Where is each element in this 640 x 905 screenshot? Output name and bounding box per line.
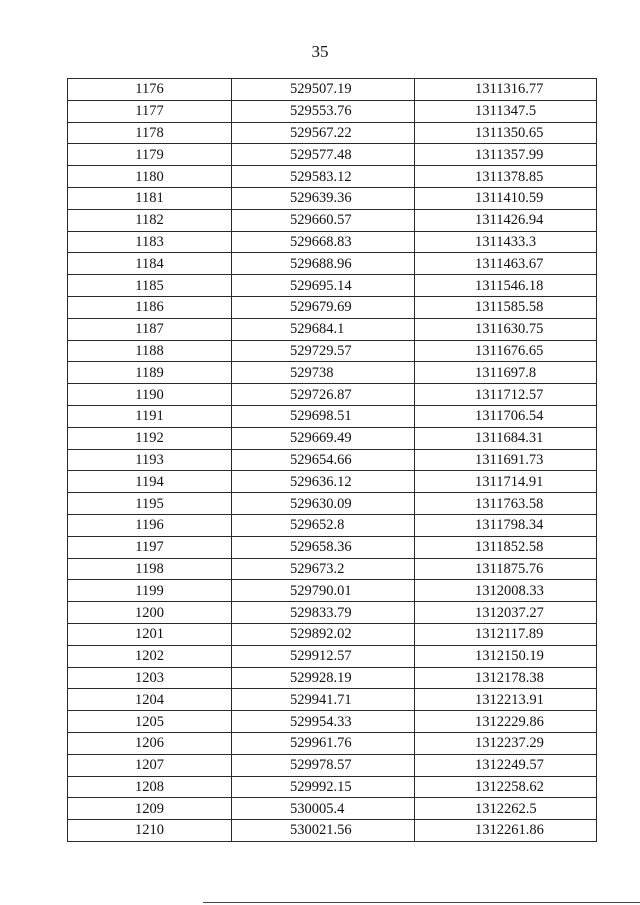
y-coordinate-cell: 1311347.5 [415,100,597,122]
point-number-cell: 1210 [68,820,232,842]
y-coordinate-cell: 1311684.31 [415,427,597,449]
y-coordinate-cell: 1311852.58 [415,536,597,558]
table-row [68,275,597,297]
table-row [68,536,597,558]
x-coordinate-cell: 529577.48 [232,144,415,166]
y-coordinate-cell: 1312229.86 [415,711,597,733]
point-number-cell: 1203 [68,667,232,689]
table-row [68,623,597,645]
y-coordinate-cell: 1312258.62 [415,776,597,798]
point-number-cell: 1176 [68,79,232,101]
table-row [68,253,597,275]
y-coordinate-cell: 1312117.89 [415,623,597,645]
point-number-cell: 1196 [68,514,232,536]
x-coordinate-cell: 529941.71 [232,689,415,711]
y-coordinate-cell: 1311357.99 [415,144,597,166]
point-number-cell: 1184 [68,253,232,275]
y-coordinate-cell: 1311875.76 [415,558,597,580]
table-row [68,79,597,101]
x-coordinate-cell: 529684.1 [232,318,415,340]
x-coordinate-cell: 529652.8 [232,514,415,536]
y-coordinate-cell: 1312213.91 [415,689,597,711]
table-row [68,602,597,624]
y-coordinate-cell: 1311691.73 [415,449,597,471]
point-number-cell: 1179 [68,144,232,166]
x-coordinate-cell: 529583.12 [232,166,415,188]
y-coordinate-cell: 1312150.19 [415,645,597,667]
y-coordinate-cell: 1311433.3 [415,231,597,253]
point-number-cell: 1189 [68,362,232,384]
y-coordinate-cell: 1311316.77 [415,79,597,101]
table-row [68,209,597,231]
table-row [68,514,597,536]
table-row [68,340,597,362]
x-coordinate-cell: 529630.09 [232,493,415,515]
x-coordinate-cell: 529912.57 [232,645,415,667]
y-coordinate-cell: 1311378.85 [415,166,597,188]
table-row [68,100,597,122]
y-coordinate-cell: 1312262.5 [415,798,597,820]
y-coordinate-cell: 1311676.65 [415,340,597,362]
y-coordinate-cell: 1311706.54 [415,405,597,427]
x-coordinate-cell: 529833.79 [232,602,415,624]
point-number-cell: 1185 [68,275,232,297]
point-number-cell: 1193 [68,449,232,471]
table-row [68,471,597,493]
table-row [68,405,597,427]
y-coordinate-cell: 1311410.59 [415,187,597,209]
table-row [68,732,597,754]
point-number-cell: 1195 [68,493,232,515]
y-coordinate-cell: 1311463.67 [415,253,597,275]
page-number: 35 [311,42,329,61]
point-number-cell: 1197 [68,536,232,558]
y-coordinate-cell: 1311546.18 [415,275,597,297]
table-row [68,362,597,384]
y-coordinate-cell: 1312008.33 [415,580,597,602]
table-row [68,798,597,820]
y-coordinate-cell: 1311714.91 [415,471,597,493]
y-coordinate-cell: 1312261.86 [415,820,597,842]
y-coordinate-cell: 1311426.94 [415,209,597,231]
x-coordinate-cell: 529507.19 [232,79,415,101]
point-number-cell: 1192 [68,427,232,449]
x-coordinate-cell: 529567.22 [232,122,415,144]
point-number-cell: 1191 [68,405,232,427]
table-row [68,122,597,144]
point-number-cell: 1207 [68,754,232,776]
y-coordinate-cell: 1311763.58 [415,493,597,515]
table-row [68,144,597,166]
x-coordinate-cell: 529636.12 [232,471,415,493]
x-coordinate-cell: 529698.51 [232,405,415,427]
point-number-cell: 1182 [68,209,232,231]
x-coordinate-cell: 529738 [232,362,415,384]
table-row [68,384,597,406]
table-row [68,318,597,340]
x-coordinate-cell: 529658.36 [232,536,415,558]
coordinates-table-body [68,79,597,842]
point-number-cell: 1180 [68,166,232,188]
table-row [68,689,597,711]
point-number-cell: 1177 [68,100,232,122]
x-coordinate-cell: 529654.66 [232,449,415,471]
table-row [68,776,597,798]
table-row [68,820,597,842]
y-coordinate-cell: 1312237.29 [415,732,597,754]
table-row [68,580,597,602]
point-number-cell: 1178 [68,122,232,144]
x-coordinate-cell: 529928.19 [232,667,415,689]
y-coordinate-cell: 1312037.27 [415,602,597,624]
point-number-cell: 1200 [68,602,232,624]
x-coordinate-cell: 529668.83 [232,231,415,253]
x-coordinate-cell: 529553.76 [232,100,415,122]
point-number-cell: 1208 [68,776,232,798]
point-number-cell: 1198 [68,558,232,580]
y-coordinate-cell: 1311712.57 [415,384,597,406]
x-coordinate-cell: 529790.01 [232,580,415,602]
point-number-cell: 1209 [68,798,232,820]
x-coordinate-cell: 529992.15 [232,776,415,798]
coordinates-table [67,78,597,842]
table-row [68,427,597,449]
x-coordinate-cell: 529673.2 [232,558,415,580]
table-row [68,231,597,253]
x-coordinate-cell: 529695.14 [232,275,415,297]
x-coordinate-cell: 529892.02 [232,623,415,645]
table-row [68,296,597,318]
table-row [68,711,597,733]
x-coordinate-cell: 529961.76 [232,732,415,754]
y-coordinate-cell: 1311350.65 [415,122,597,144]
x-coordinate-cell: 529954.33 [232,711,415,733]
point-number-cell: 1181 [68,187,232,209]
x-coordinate-cell: 529978.57 [232,754,415,776]
x-coordinate-cell: 529726.87 [232,384,415,406]
table-row [68,493,597,515]
point-number-cell: 1183 [68,231,232,253]
point-number-cell: 1188 [68,340,232,362]
point-number-cell: 1186 [68,296,232,318]
table-row [68,645,597,667]
table-row [68,187,597,209]
x-coordinate-cell: 529688.96 [232,253,415,275]
point-number-cell: 1199 [68,580,232,602]
point-number-cell: 1194 [68,471,232,493]
point-number-cell: 1201 [68,623,232,645]
table-row [68,449,597,471]
x-coordinate-cell: 529660.57 [232,209,415,231]
x-coordinate-cell: 529729.57 [232,340,415,362]
y-coordinate-cell: 1311697.8 [415,362,597,384]
y-coordinate-cell: 1311630.75 [415,318,597,340]
point-number-cell: 1204 [68,689,232,711]
bottom-rule [203,902,640,903]
point-number-cell: 1187 [68,318,232,340]
point-number-cell: 1202 [68,645,232,667]
table-row [68,667,597,689]
x-coordinate-cell: 530021.56 [232,820,415,842]
point-number-cell: 1205 [68,711,232,733]
x-coordinate-cell: 529679.69 [232,296,415,318]
y-coordinate-cell: 1312249.57 [415,754,597,776]
table-row [68,166,597,188]
point-number-cell: 1206 [68,732,232,754]
point-number-cell: 1190 [68,384,232,406]
table-row [68,754,597,776]
x-coordinate-cell: 529639.36 [232,187,415,209]
y-coordinate-cell: 1312178.38 [415,667,597,689]
x-coordinate-cell: 529669.49 [232,427,415,449]
y-coordinate-cell: 1311798.34 [415,514,597,536]
table-row [68,558,597,580]
y-coordinate-cell: 1311585.58 [415,296,597,318]
x-coordinate-cell: 530005.4 [232,798,415,820]
